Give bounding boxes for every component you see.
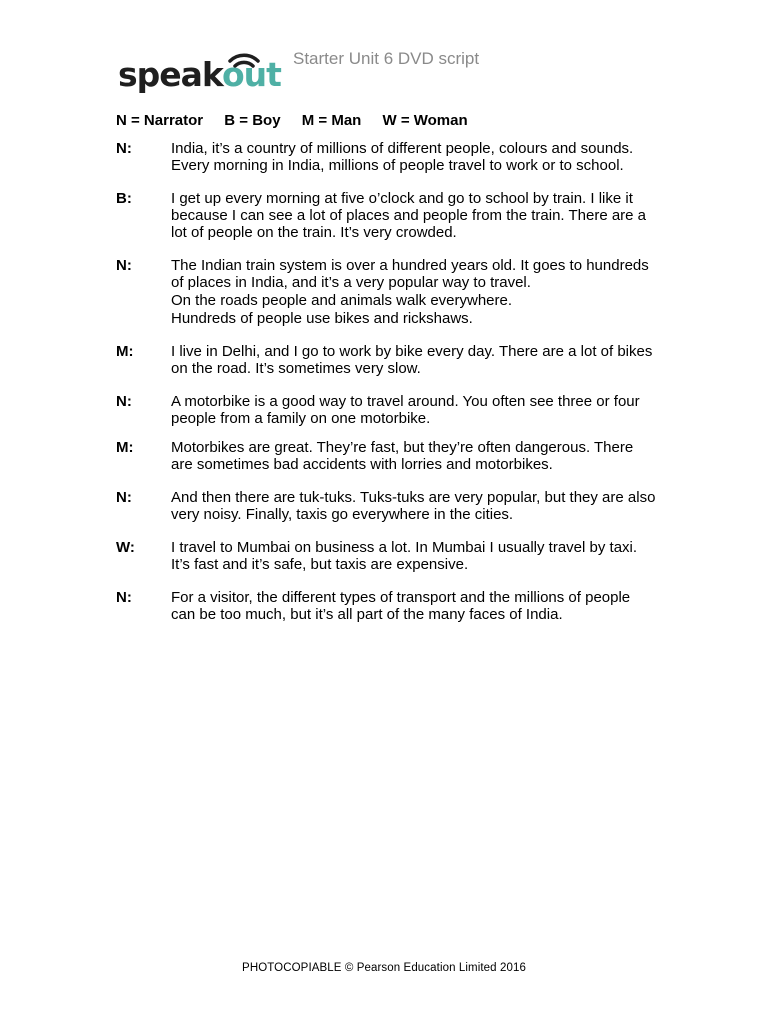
legend-man: M = Man (301, 112, 362, 129)
copyright-footer: PHOTOCOPIABLE © Pearson Education Limited 2016 (242, 962, 526, 974)
dialogue-text (171, 190, 656, 241)
dialogue-text (171, 140, 656, 174)
dialogue-entry (116, 257, 656, 327)
dialogue-line: I live in Delhi, and I go to work by bike every day. There are a lot of bikes on the road. It’s sometimes very slow. (171, 343, 653, 377)
speaker-label: N: (116, 589, 132, 606)
dialogue-line: I travel to Mumbai on business a lot. In Mumbai I usually travel by taxi. It’s fast and it’s safe, but taxis are expensive. (171, 539, 638, 573)
dialogue-text (171, 257, 656, 327)
dialogue-line: Hundreds of people use bikes and rickshaws. (171, 310, 473, 327)
svg-text:speak: speak (118, 55, 223, 94)
dialogue-entry (116, 393, 656, 427)
legend-boy: B = Boy (224, 112, 281, 129)
dialogue-entry (116, 190, 656, 241)
legend-woman: W = Woman (382, 112, 468, 129)
dialogue-entry (116, 140, 656, 174)
document-title: Starter Unit 6 DVD script (293, 49, 480, 68)
speaker-label: N: (116, 393, 132, 410)
speaker-label: N: (116, 489, 132, 506)
speakout-logo (118, 44, 290, 94)
dialogue-script (116, 140, 656, 623)
dialogue-text (171, 343, 656, 377)
dialogue-line: Motorbikes are great. They’re fast, but they’re often dangerous. There are sometimes bad accidents with lorries and motorbikes. (171, 439, 634, 473)
svg-text:out: out (222, 55, 281, 94)
legend-narrator: N = Narrator (116, 112, 204, 129)
speaker-label: W: (116, 539, 135, 556)
dialogue-line: A motorbike is a good way to travel around. You often see three or four people from a family on one motorbike. (171, 393, 640, 427)
dialogue-line: I get up every morning at five o’clock and go to school by train. I like it because I can see a lot of places and people from the train. There are a lot of people on the train. It’s very crowded. (171, 190, 647, 241)
speaker-label: B: (116, 190, 132, 207)
dialogue-line: The Indian train system is over a hundred years old. It goes to hundreds of places in India, and it’s a very popular way to travel. (171, 257, 649, 291)
dialogue-entry (116, 439, 656, 473)
speaker-label: N: (116, 257, 132, 274)
dialogue-entry (116, 343, 656, 377)
page-header (118, 44, 638, 94)
speaker-label: M: (116, 439, 134, 456)
dialogue-entry (116, 539, 656, 573)
dialogue-line: And then there are tuk-tuks. Tuks-tuks are very popular, but they are also very noisy. Finally, taxis go everywhere in the cities. (171, 489, 656, 523)
speaker-label: M: (116, 343, 134, 360)
dialogue-text (171, 489, 656, 523)
dialogue-text (171, 393, 656, 427)
dialogue-line: For a visitor, the different types of transport and the millions of people can be too much, but it’s all part of the many faces of India. (171, 589, 631, 623)
dialogue-line: On the roads people and animals walk everywhere. (171, 292, 513, 309)
dialogue-entry (116, 489, 656, 523)
dialogue-text (171, 439, 656, 473)
dialogue-line: India, it’s a country of millions of different people, colours and sounds. Every morning in India, millions of people travel to work or to school. (171, 140, 634, 174)
dialogue-text (171, 539, 656, 573)
speaker-label: N: (116, 140, 132, 157)
dialogue-entry (116, 589, 656, 623)
dialogue-text (171, 589, 656, 623)
speaker-legend (116, 112, 485, 129)
